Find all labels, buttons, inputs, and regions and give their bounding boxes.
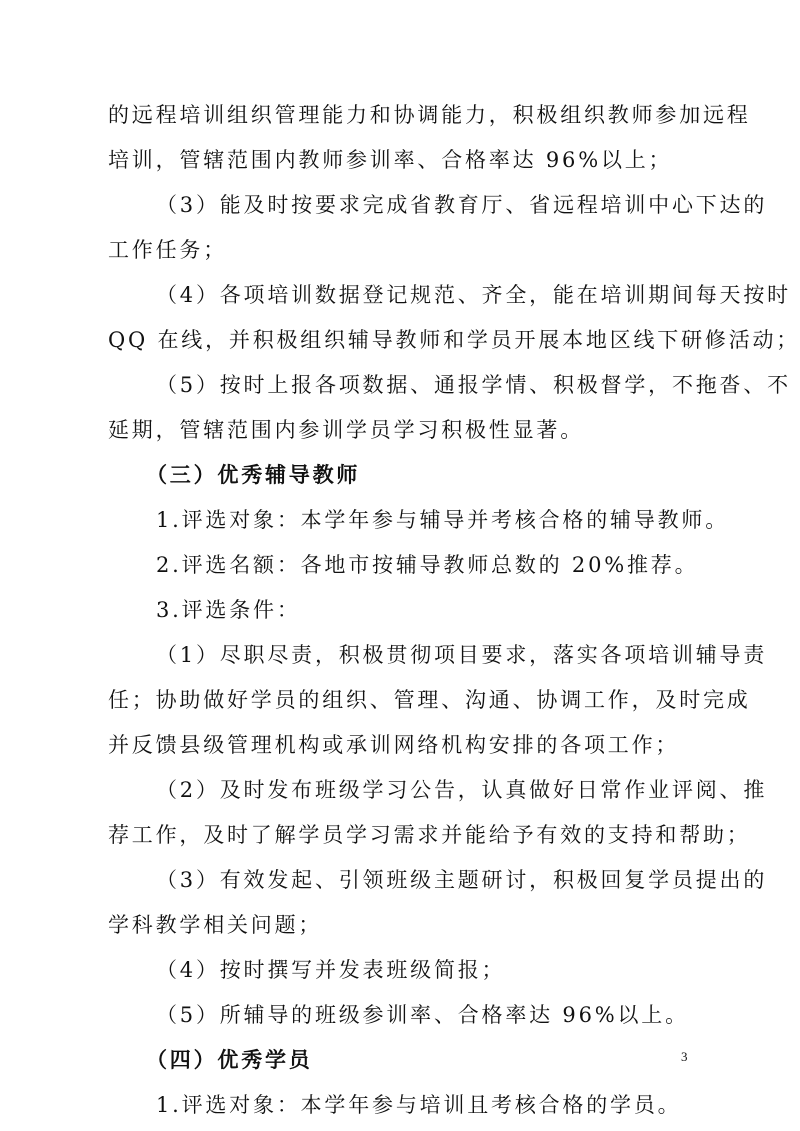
paragraph-line: 2.评选名额：各地市按辅导教师总数的 20%推荐。: [156, 553, 699, 577]
paragraph-line: （4）按时撰写并发表班级简报；: [156, 958, 506, 982]
paragraph-line: 任；协助做好学员的组织、管理、沟通、协调工作，及时完成: [108, 688, 751, 712]
paragraph-line: （3）能及时按要求完成省教育厅、省远程培训中心下达的: [156, 193, 768, 217]
section-heading: （四）优秀学员: [146, 1047, 313, 1072]
paragraph-line: 并反馈县级管理机构或承训网络机构安排的各项工作；: [108, 733, 680, 757]
paragraph-line: （2）及时发布班级学习公告，认真做好日常作业评阅、推: [156, 778, 768, 802]
paragraph-line: 1.评选对象：本学年参与辅导并考核合格的辅导教师。: [156, 508, 730, 532]
paragraph-line: 工作任务；: [108, 238, 227, 262]
section-heading: （三）优秀辅导教师: [146, 462, 361, 487]
paragraph-line: 荐工作，及时了解学员学习需求并能给予有效的支持和帮助；: [108, 823, 751, 847]
paragraph-line: 3.评选条件：: [156, 598, 301, 622]
paragraph-line: 学科教学相关问题；: [108, 913, 323, 937]
paragraph-line: （4）各项培训数据登记规范、齐全，能在培训期间每天按时: [156, 283, 791, 307]
paragraph-line: 培训，管辖范围内教师参训率、合格率达 96%以上；: [108, 148, 673, 172]
paragraph-line: （5）所辅导的班级参训率、合格率达 96%以上。: [156, 1003, 689, 1027]
paragraph-line: 1.评选对象：本学年参与培训且考核合格的学员。: [156, 1093, 682, 1117]
paragraph-line: （1）尽职尽责，积极贯彻项目要求，落实各项培训辅导责: [156, 643, 768, 667]
paragraph-line: QQ 在线，并积极组织辅导教师和学员开展本地区线下研修活动；: [108, 328, 800, 352]
paragraph-line: （5）按时上报各项数据、通报学情、积极督学，不拖沓、不: [156, 373, 791, 397]
page-number: 3: [681, 1049, 688, 1064]
paragraph-line: 的远程培训组织管理能力和协调能力，积极组织教师参加远程: [108, 103, 751, 127]
paragraph-line: 延期，管辖范围内参训学员学习积极性显著。: [108, 418, 584, 442]
paragraph-line: （3）有效发起、引领班级主题研讨，积极回复学员提出的: [156, 868, 768, 892]
